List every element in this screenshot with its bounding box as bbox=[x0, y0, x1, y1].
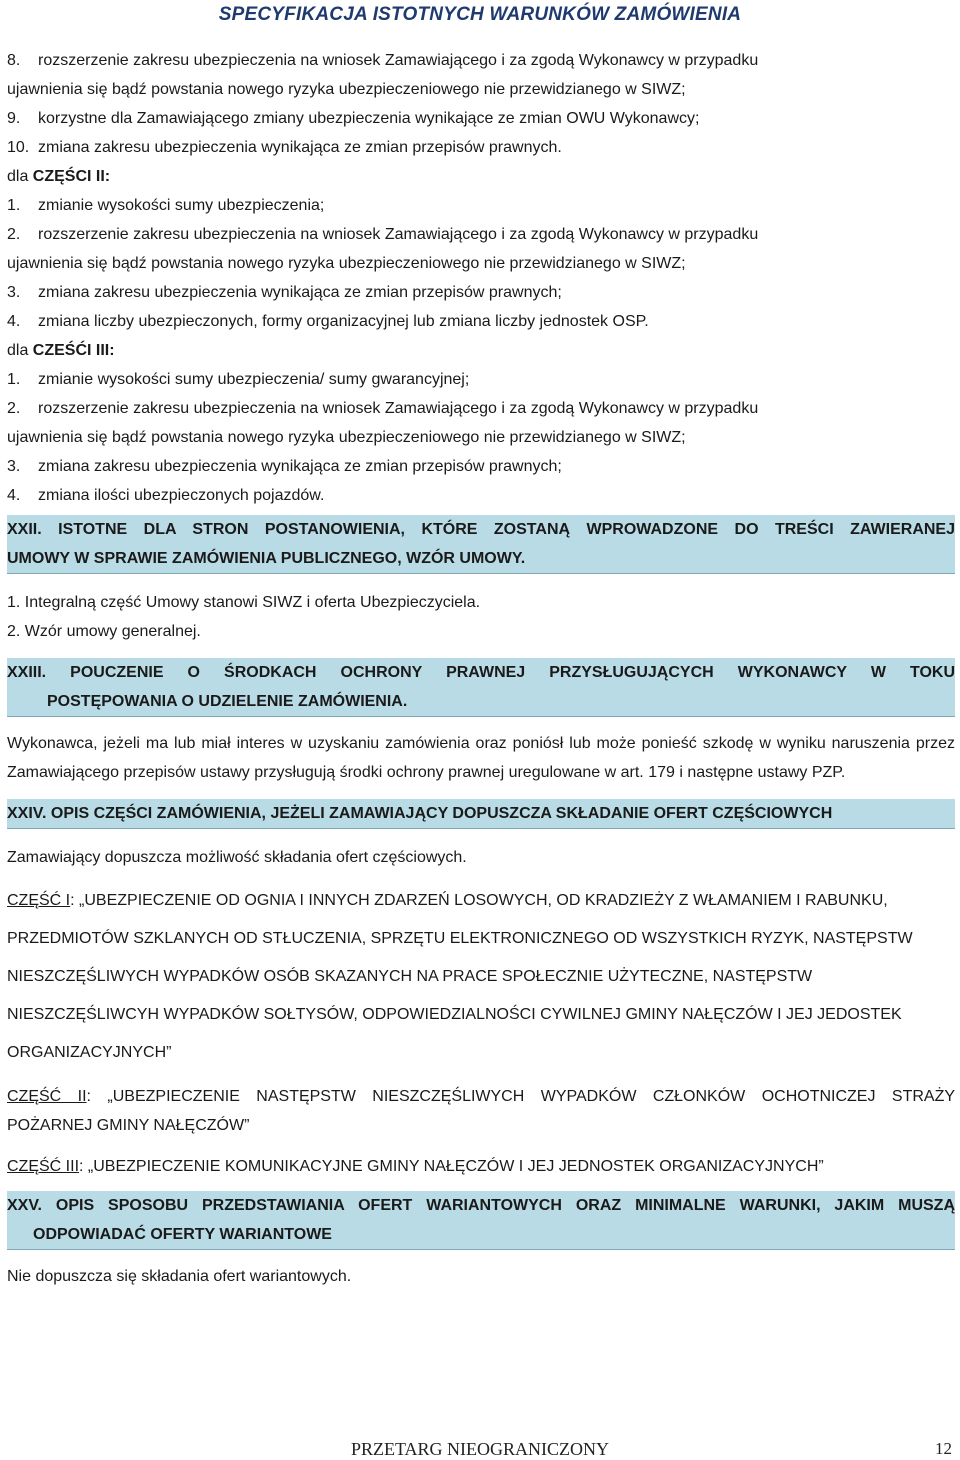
heading-line: XXV. OPIS SPOSOBU PRZEDSTAWIANIA OFERT WARIANTOWYCH ORAZ MINIMALNE WARUNKI, JAKIM MUSZĄ bbox=[7, 1197, 955, 1214]
part-text: NIESZCZĘŚLIWCYH WYPADKÓW SOŁTYSÓW, ODPOWIEDZIALNOŚCI CYWILNEJ GMINY NAŁĘCZÓW I JEJ JEDOSTEK bbox=[7, 1006, 902, 1023]
item-number: 9. bbox=[7, 110, 21, 127]
part-2-description bbox=[7, 1082, 955, 1140]
label-prefix: dla bbox=[7, 342, 33, 359]
item-number: 1. bbox=[7, 197, 21, 214]
item-number: 4. bbox=[7, 313, 21, 330]
section-23-heading bbox=[7, 658, 955, 717]
list-item bbox=[7, 46, 955, 75]
item-text: zmiana zakresu ubezpieczenia wynikająca ze zmian przepisów prawnych; bbox=[38, 458, 562, 475]
list-item bbox=[7, 220, 955, 249]
part-1-description bbox=[7, 882, 955, 1072]
item-continuation: ujawnienia się bądź powstania nowego ryzyka ubezpieczeniowego nie przewidzianego w SIWZ; bbox=[7, 429, 686, 446]
item-continuation: ujawnienia się bądź powstania nowego ryzyka ubezpieczeniowego nie przewidzianego w SIWZ; bbox=[7, 81, 686, 98]
item-number: 2. bbox=[7, 400, 21, 417]
footer-title: PRZETARG NIEOGRANICZONY bbox=[350, 1439, 610, 1459]
item-text: zmiana liczby ubezpieczonych, formy organizacyjnej lub zmiana liczby jednostek OSP. bbox=[38, 313, 649, 330]
item-continuation: ujawnienia się bądź powstania nowego ryzyka ubezpieczeniowego nie przewidzianego w SIWZ; bbox=[7, 255, 686, 272]
part-text: : „UBEZPIECZENIE NASTĘPSTW NIESZCZĘŚLIWYCH WYPADKÓW CZŁONKÓW OCHOTNICZEJ STRAŻY bbox=[86, 1088, 956, 1105]
item-text: rozszerzenie zakresu ubezpieczenia na wniosek Zamawiającego i za zgodą Wykonawcy w przypadku bbox=[38, 52, 759, 69]
heading-line: ODPOWIADAĆ OFERTY WARIANTOWE bbox=[33, 1226, 332, 1243]
part-3-description bbox=[7, 1152, 955, 1181]
section-22-item: 1. Integralną część Umowy stanowi SIWZ i oferta Ubezpieczyciela. bbox=[7, 594, 481, 611]
list-item bbox=[7, 365, 955, 394]
list-item bbox=[7, 104, 955, 133]
item-text: korzystne dla Zamawiającego zmiany ubezpieczenia wynikające ze zmian OWU Wykonawcy; bbox=[38, 110, 700, 127]
item-number: 10. bbox=[7, 139, 30, 156]
section-23-body: Wykonawca, jeżeli ma lub miał interes w uzyskaniu zamówienia oraz poniósł lub może ponieść szkodę w wyniku naruszenia przez Zamawiającego przepisów ustawy przysługują środki ochrony prawnej uregulowane w art. 179 i następne ustawy PZP. bbox=[7, 735, 955, 781]
item-number: 3. bbox=[7, 284, 21, 301]
item-number: 4. bbox=[7, 487, 21, 504]
document-body bbox=[7, 46, 955, 1291]
page-footer bbox=[0, 1439, 960, 1459]
list-item bbox=[7, 278, 955, 307]
part-2-label bbox=[7, 162, 955, 191]
item-text: zmiana zakresu ubezpieczenia wynikająca ze zmian przepisów prawnych; bbox=[38, 284, 562, 301]
list-item bbox=[7, 307, 955, 336]
item-text: rozszerzenie zakresu ubezpieczenia na wniosek Zamawiającego i za zgodą Wykonawcy w przypadku bbox=[38, 400, 759, 417]
item-text: zmiana ilości ubezpieczonych pojazdów. bbox=[38, 487, 325, 504]
heading-line: POSTĘPOWANIA O UDZIELENIE ZAMÓWIENIA. bbox=[47, 693, 408, 710]
item-text: zmianie wysokości sumy ubezpieczenia/ sumy gwarancyjnej; bbox=[38, 371, 470, 388]
item-text: zmianie wysokości sumy ubezpieczenia; bbox=[38, 197, 325, 214]
item-number: 3. bbox=[7, 458, 21, 475]
part-text: : „UBEZPIECZENIE KOMUNIKACYJNE GMINY NAŁĘCZÓW I JEJ JEDNOSTEK ORGANIZACYJNYCH” bbox=[79, 1158, 824, 1175]
part-3-label bbox=[7, 336, 955, 365]
section-25-body: Nie dopuszcza się składania ofert wariantowych. bbox=[7, 1268, 352, 1285]
part-text: ORGANIZACYJNYCH” bbox=[7, 1044, 172, 1061]
heading-line: XXIV. OPIS CZĘŚCI ZAMÓWIENIA, JEŻELI ZAMAWIAJĄCY DOPUSZCZA SKŁADANIE OFERT CZĘŚCIOWYCH bbox=[7, 805, 833, 822]
document-header: SPECYFIKACJA ISTOTNYCH WARUNKÓW ZAMÓWIENIA bbox=[218, 4, 742, 25]
part-text: POŻARNEJ GMINY NAŁĘCZÓW” bbox=[7, 1117, 250, 1134]
page-number: 12 bbox=[935, 1439, 952, 1458]
part-label: CZĘŚĆ III bbox=[7, 1158, 80, 1175]
heading-line: XXII. ISTOTNE DLA STRON POSTANOWIENIA, KTÓRE ZOSTANĄ WPROWADZONE DO TREŚCI ZAWIERANEJ bbox=[7, 521, 955, 538]
label-text: CZĘŚCI II: bbox=[32, 168, 111, 185]
section-22-item: 2. Wzór umowy generalnej. bbox=[7, 623, 201, 640]
part-label: CZĘŚĆ I bbox=[7, 892, 71, 909]
section-24-intro: Zamawiający dopuszcza możliwość składania ofert częściowych. bbox=[7, 849, 467, 866]
list-item bbox=[7, 394, 955, 423]
item-number: 8. bbox=[7, 52, 21, 69]
item-text: rozszerzenie zakresu ubezpieczenia na wniosek Zamawiającego i za zgodą Wykonawcy w przypadku bbox=[38, 226, 759, 243]
section-24-heading bbox=[7, 799, 955, 829]
item-number: 1. bbox=[7, 371, 21, 388]
section-22-heading bbox=[7, 515, 955, 574]
list-item bbox=[7, 481, 955, 510]
item-number: 2. bbox=[7, 226, 21, 243]
item-text: zmiana zakresu ubezpieczenia wynikająca ze zmian przepisów prawnych. bbox=[38, 139, 562, 156]
heading-line: XXIII. POUCZENIE O ŚRODKACH OCHRONY PRAWNEJ PRZYSŁUGUJĄCYCH WYKONAWCY W TOKU bbox=[7, 664, 955, 681]
part-text: NIESZCZĘŚLIWYCH WYPADKÓW OSÓB SKAZANYCH NA PRACE SPOŁECZNIE UŻYTECZNE, NASTĘPSTW bbox=[7, 968, 813, 985]
list-item bbox=[7, 452, 955, 481]
label-text: CZEŚĆI III: bbox=[32, 342, 115, 359]
list-item bbox=[7, 133, 955, 162]
list-item bbox=[7, 191, 955, 220]
label-prefix: dla bbox=[7, 168, 33, 185]
section-25-heading bbox=[7, 1191, 955, 1250]
part-text: : „UBEZPIECZENIE OD OGNIA I INNYCH ZDARZEŃ LOSOWYCH, OD KRADZIEŻY Z WŁAMANIEM I RABUNKU, bbox=[70, 892, 888, 909]
part-label: CZĘŚĆ II bbox=[7, 1088, 87, 1105]
heading-line: UMOWY W SPRAWIE ZAMÓWIENIA PUBLICZNEGO, WZÓR UMOWY. bbox=[7, 550, 526, 567]
part-text: PRZEDMIOTÓW SZKLANYCH OD STŁUCZENIA, SPRZĘTU ELEKTRONICZNEGO OD WSZYSTKICH RYZYK, NASTĘPSTW bbox=[7, 930, 913, 947]
